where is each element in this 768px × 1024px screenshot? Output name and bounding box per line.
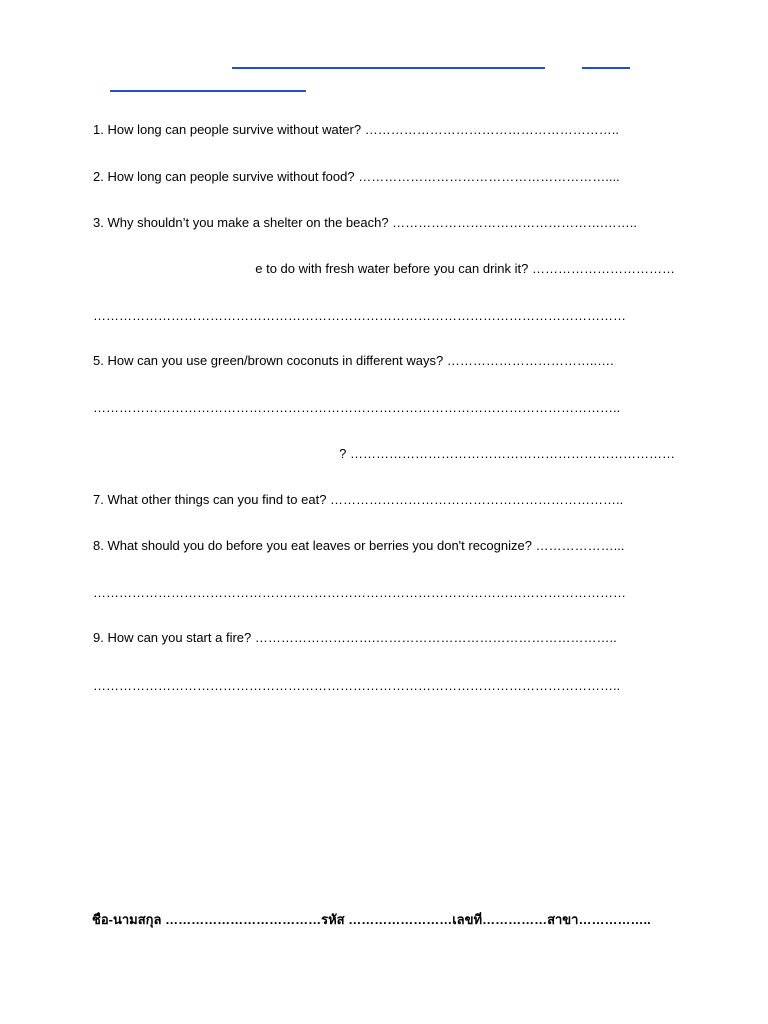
answer-line-9: ………………………………………………………………………………………………………….. (93, 678, 621, 693)
question-3: 3. Why shouldn’t you make a shelter on the beach? ………………………………………….…….. (93, 215, 638, 230)
answer-line-8: …………………………………………………………………………………………………………… (93, 585, 626, 600)
question-8: 8. What should you do before you eat leaves or berries you don't recognize? ………………... (93, 538, 625, 553)
question-4: e to do with fresh water before you can drink it? …………………………… (255, 261, 675, 276)
header-underline-2 (582, 67, 630, 69)
question-6: ? ………………………………………………………………… (339, 446, 675, 461)
question-7: 7. What other things can you find to eat? ………………………………………………………….. (93, 492, 624, 507)
header-underline-3 (110, 90, 306, 92)
answer-line-4: …………………………………………………………………………………………………………… (93, 308, 626, 323)
question-1: 1. How long can people survive without water? ………………………………………………….. (93, 122, 619, 137)
question-9: 9. How can you start a fire? ……………………….……………………………………………….. (93, 630, 617, 645)
student-info-line: ชื่อ-นามสกุล ………………………………รหัส ……………………เลขที่……………สาขา…………….. (92, 912, 651, 927)
question-5: 5. How can you use green/brown coconuts in different ways? ……………………………..…. (93, 353, 614, 368)
header-underline-1 (232, 67, 545, 69)
answer-line-5: ………………………………………………………………………………………………………….. (93, 400, 621, 415)
question-2: 2. How long can people survive without food? ………………………………………………….... (93, 169, 620, 184)
